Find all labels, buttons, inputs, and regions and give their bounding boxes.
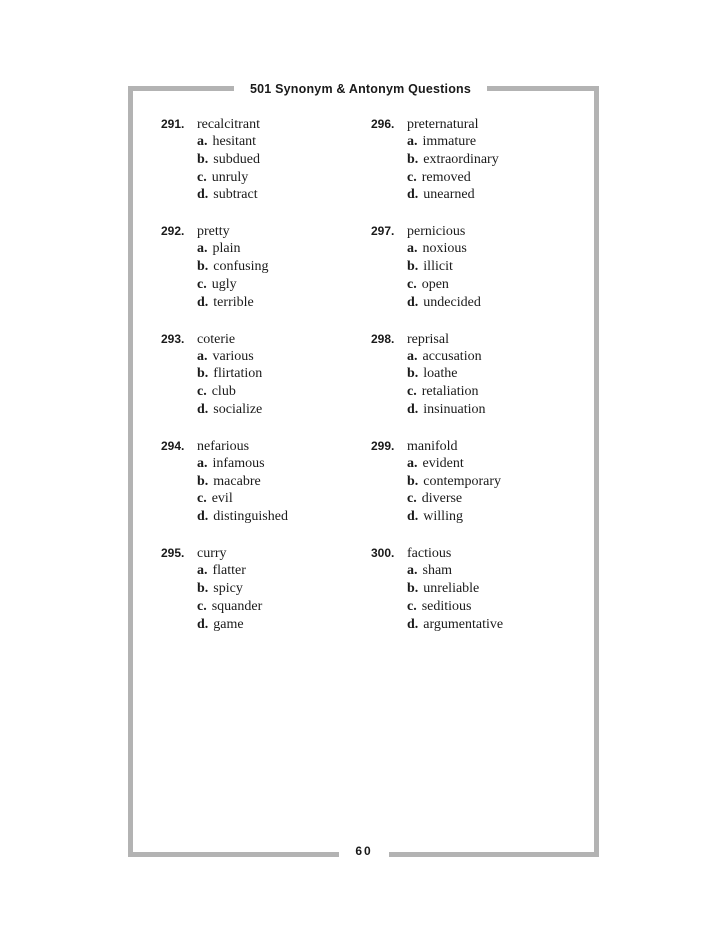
answer-option xyxy=(407,401,486,419)
option-text: evil xyxy=(211,491,233,507)
option-letter: d. xyxy=(407,509,419,525)
answer-option xyxy=(407,186,499,204)
question-word: pernicious xyxy=(407,224,466,240)
option-text: terrible xyxy=(213,294,254,310)
option-text: evident xyxy=(422,455,464,471)
option-text: socialize xyxy=(213,401,263,417)
option-letter: b. xyxy=(407,473,419,489)
answer-option xyxy=(407,276,481,294)
answer-option xyxy=(197,473,288,491)
option-text: unreliable xyxy=(423,580,480,596)
option-letter: b. xyxy=(197,473,209,489)
option-letter: b. xyxy=(407,580,419,596)
question-item xyxy=(161,437,361,544)
option-text: squander xyxy=(211,598,263,614)
option-letter: d. xyxy=(407,401,419,417)
option-text: noxious xyxy=(422,241,467,257)
question-item xyxy=(161,330,361,437)
question-word: reprisal xyxy=(407,331,449,347)
question-number: 293. xyxy=(161,331,185,346)
question-head xyxy=(371,222,465,240)
answer-option xyxy=(407,455,501,473)
answer-option xyxy=(407,562,503,580)
option-letter: d. xyxy=(407,294,419,310)
option-letter: d. xyxy=(197,509,209,525)
option-text: retaliation xyxy=(421,384,479,400)
question-number: 294. xyxy=(161,438,185,453)
option-letter: b. xyxy=(407,259,419,275)
question-head xyxy=(161,437,249,455)
answer-option xyxy=(197,294,269,312)
option-letter: c. xyxy=(197,384,207,400)
option-text: sham xyxy=(422,563,453,579)
question-word: curry xyxy=(197,546,227,562)
answer-option xyxy=(197,455,288,473)
question-item xyxy=(371,437,571,544)
option-text: diverse xyxy=(421,491,463,507)
answer-options xyxy=(407,240,481,311)
question-word: preternatural xyxy=(407,117,479,132)
question-head xyxy=(371,330,449,348)
answer-option xyxy=(197,151,260,169)
answer-option xyxy=(407,240,481,258)
option-text: contemporary xyxy=(423,473,502,489)
option-letter: a. xyxy=(197,455,208,471)
option-letter: a. xyxy=(197,241,208,257)
option-text: hesitant xyxy=(212,134,257,149)
option-letter: b. xyxy=(197,151,209,167)
option-text: plain xyxy=(212,241,241,257)
answer-option xyxy=(407,580,503,598)
option-text: removed xyxy=(421,169,471,185)
question-number: 291. xyxy=(161,117,185,131)
question-item xyxy=(371,544,571,651)
answer-option xyxy=(407,490,501,508)
option-text: insinuation xyxy=(423,401,486,417)
answer-option xyxy=(197,490,288,508)
answer-options xyxy=(197,455,288,526)
question-number: 298. xyxy=(371,331,395,346)
option-letter: d. xyxy=(407,616,419,632)
question-item xyxy=(371,330,571,437)
question-word: manifold xyxy=(407,438,458,454)
option-letter: c. xyxy=(407,491,417,507)
option-letter: a. xyxy=(407,348,418,364)
option-text: infamous xyxy=(212,455,265,471)
option-letter: c. xyxy=(197,276,207,292)
option-text: unearned xyxy=(423,187,475,203)
page-frame-left xyxy=(128,86,133,857)
question-number: 296. xyxy=(371,117,395,131)
option-letter: b. xyxy=(197,580,209,596)
question-number: 300. xyxy=(371,546,395,561)
question-head xyxy=(161,222,230,240)
question-number: 297. xyxy=(371,224,395,239)
answer-options xyxy=(197,562,262,633)
answer-option xyxy=(197,383,262,401)
question-head xyxy=(371,115,479,133)
answer-option xyxy=(197,169,260,187)
question-item xyxy=(371,115,571,222)
answer-option xyxy=(197,133,260,151)
answer-option xyxy=(197,562,262,580)
answer-option xyxy=(407,169,499,187)
option-text: immature xyxy=(422,134,477,149)
option-text: accusation xyxy=(422,348,482,364)
page-frame-right xyxy=(594,86,599,857)
option-letter: d. xyxy=(197,187,209,203)
question-item xyxy=(371,222,571,329)
answer-option xyxy=(407,616,503,634)
option-text: confusing xyxy=(213,259,269,275)
answer-options xyxy=(197,133,260,204)
answer-option xyxy=(197,580,262,598)
answer-option xyxy=(407,294,481,312)
answer-options xyxy=(407,348,486,419)
answer-option xyxy=(407,365,486,383)
question-number: 295. xyxy=(161,546,185,561)
answer-option xyxy=(197,186,260,204)
answer-option xyxy=(407,258,481,276)
option-text: game xyxy=(213,616,244,632)
answer-options xyxy=(407,133,499,204)
question-word: recalcitrant xyxy=(197,117,260,132)
option-text: distinguished xyxy=(213,509,288,525)
option-text: subdued xyxy=(213,151,260,167)
option-text: undecided xyxy=(423,294,481,310)
option-letter: d. xyxy=(197,616,209,632)
option-letter: b. xyxy=(197,366,209,382)
answer-options xyxy=(197,348,262,419)
question-head xyxy=(371,544,451,562)
answer-option xyxy=(197,348,262,366)
answer-option xyxy=(197,401,262,419)
question-number: 292. xyxy=(161,224,185,239)
question-column-right xyxy=(371,115,571,651)
page-frame-bottom-left xyxy=(128,852,339,857)
answer-option xyxy=(197,276,269,294)
page-frame-bottom-right xyxy=(389,852,599,857)
option-text: extraordinary xyxy=(423,151,499,167)
page-frame-top-left xyxy=(128,86,234,91)
option-letter: a. xyxy=(407,241,418,257)
question-word: factious xyxy=(407,546,452,562)
option-letter: a. xyxy=(197,134,208,149)
option-text: open xyxy=(421,276,449,292)
option-text: flatter xyxy=(212,563,246,579)
question-head xyxy=(161,330,235,348)
option-text: various xyxy=(212,348,254,364)
answer-option xyxy=(197,365,262,383)
option-letter: c. xyxy=(407,384,417,400)
question-head xyxy=(161,115,260,133)
question-item xyxy=(161,544,361,651)
option-letter: a. xyxy=(197,348,208,364)
answer-option xyxy=(407,473,501,491)
option-text: seditious xyxy=(421,598,472,614)
option-letter: c. xyxy=(197,598,207,614)
question-item xyxy=(161,222,361,329)
option-letter: a. xyxy=(407,563,418,579)
option-letter: b. xyxy=(197,259,209,275)
option-letter: d. xyxy=(197,294,209,310)
answer-option xyxy=(407,598,503,616)
option-letter: d. xyxy=(407,187,419,203)
option-letter: b. xyxy=(407,366,419,382)
question-item xyxy=(161,115,361,222)
question-word: coterie xyxy=(197,331,236,347)
option-letter: b. xyxy=(407,151,419,167)
option-letter: c. xyxy=(407,276,417,292)
question-word: nefarious xyxy=(197,438,250,454)
running-head: 501 Synonym & Antonym Questions xyxy=(249,82,472,96)
question-word: pretty xyxy=(197,224,230,240)
page-number: 60 xyxy=(355,844,373,858)
answer-option xyxy=(407,133,499,151)
option-text: spicy xyxy=(213,580,243,596)
option-text: willing xyxy=(423,509,463,525)
answer-option xyxy=(197,258,269,276)
question-head xyxy=(161,544,227,562)
option-text: unruly xyxy=(211,169,249,185)
answer-options xyxy=(197,240,269,311)
option-text: loathe xyxy=(423,366,458,382)
option-letter: d. xyxy=(197,401,209,417)
answer-option xyxy=(407,508,501,526)
answer-option xyxy=(197,598,262,616)
answer-option xyxy=(407,383,486,401)
option-letter: a. xyxy=(197,563,208,579)
question-number: 299. xyxy=(371,438,395,453)
option-letter: a. xyxy=(407,134,418,149)
answer-option xyxy=(407,348,486,366)
page-frame-top-right xyxy=(487,86,599,91)
option-text: macabre xyxy=(213,473,261,489)
option-letter: c. xyxy=(407,169,417,185)
question-head xyxy=(371,437,458,455)
answer-option xyxy=(197,508,288,526)
question-column-left xyxy=(161,115,361,651)
option-text: ugly xyxy=(211,276,237,292)
option-letter: a. xyxy=(407,455,418,471)
option-letter: c. xyxy=(407,598,417,614)
option-text: illicit xyxy=(423,259,453,275)
option-letter: c. xyxy=(197,491,207,507)
option-text: subtract xyxy=(213,187,258,203)
answer-options xyxy=(407,562,503,633)
answer-options xyxy=(407,455,501,526)
answer-option xyxy=(407,151,499,169)
option-letter: c. xyxy=(197,169,207,185)
answer-option xyxy=(197,240,269,258)
answer-option xyxy=(197,616,262,634)
option-text: argumentative xyxy=(423,616,504,632)
option-text: flirtation xyxy=(213,366,263,382)
option-text: club xyxy=(211,384,236,400)
